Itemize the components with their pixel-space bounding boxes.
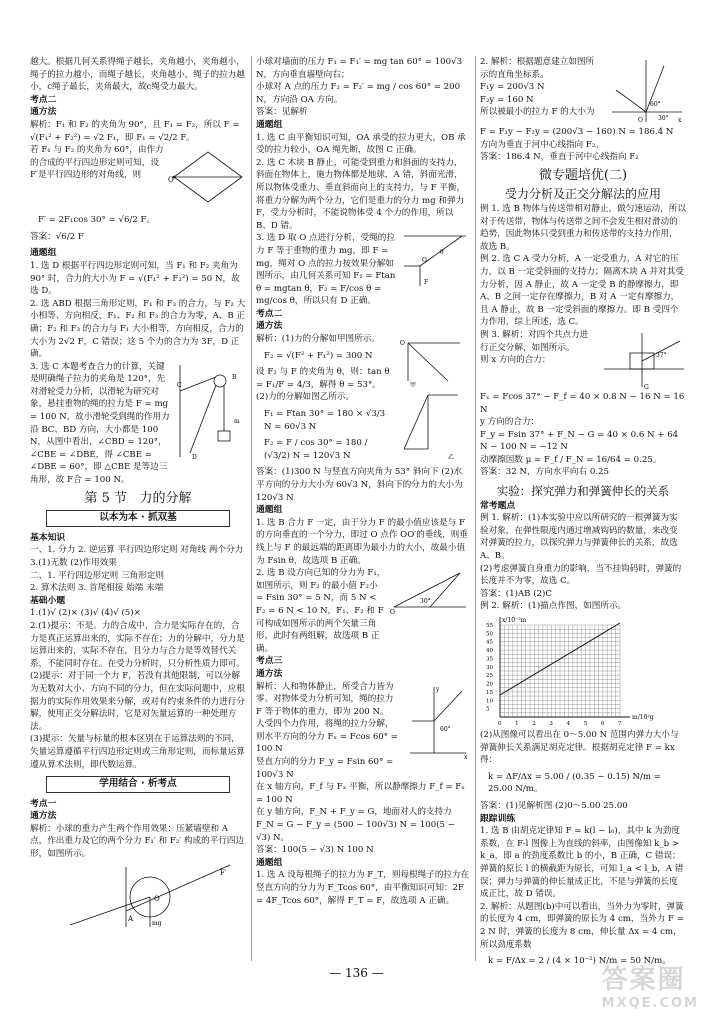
- paragraph: 一、1. 分力 2. 逆运算 平行四边形定则 对角线 两个分力 3.(1)无数 (2)作用效果: [30, 545, 244, 568]
- paragraph: 竖直方向的分力 F_y = Fsin 60° = 100√3 N: [256, 757, 394, 780]
- paragraph: 小球对墙面的压力 F₁ = F₁′ = mg tan 60° = 100√3 N，方向垂直墙壁向右；: [256, 57, 463, 80]
- paragraph: 例 1. 选 B 物体与传送带相对静止，做匀速运动，所以对于传送带，物体与传送带之间不会发生相对滑动的趋势，因此物体只受到重力和传送带的支持力作用，故选 B。: [480, 203, 686, 252]
- figure-coordinate-forces: [606, 56, 686, 126]
- paragraph: 小球对 A 点的压力 F₂ = F₂′ = mg / cos 60° = 200 N，方向沿 OA 方向。: [256, 82, 461, 105]
- graph-ytick: 25: [486, 673, 493, 680]
- svg-text:D: D: [192, 453, 197, 461]
- paragraph: 二、1. 平行四边形定则 三角形定则: [30, 570, 164, 581]
- paragraph: 1. 选 C 由平衡知识可知，OA 承受的拉力更大，OB 承受的拉力较小，OA 绳先断，故图 C 正确。: [256, 132, 466, 156]
- graph-ytick: 55: [486, 623, 493, 629]
- figure-triangle-30: [390, 567, 470, 655]
- graph-ytick: 40: [486, 648, 493, 655]
- answer: 答案：(1)300 N 与竖直方向夹角为 53° 斜向下 (2)水平方向的分力大小为 60√3 N，斜向下的分力的大小为 120√3 N: [256, 467, 463, 503]
- answer: 答案：√6/2 F: [30, 231, 84, 242]
- svg-text:G: G: [644, 383, 649, 391]
- graph-xtick: 3: [549, 721, 553, 727]
- svg-text:乙: 乙: [448, 454, 455, 462]
- banner-heading: 以本为本 · 抓双基: [46, 510, 230, 527]
- svg-text:A: A: [128, 914, 134, 923]
- paragraph: 2. 解析：根据题意建立如图所示的直角坐标系。: [480, 57, 595, 80]
- paragraph: 所以被最小的拉力 F 的大小为: [480, 107, 595, 118]
- figure-force-rhombus: [168, 144, 246, 210]
- equation: F₁y = 200√3 N: [480, 82, 545, 93]
- paragraph: 解析：F₁ 和 F₂ 的夹角为 90°，且 F₁ = F₂，所以 F = √(F₁² + F₂²) = √2 F₁，即 F₁ = √2/2 F。: [30, 119, 240, 143]
- paragraph: 则 x 方向的合力：: [480, 355, 551, 366]
- graph-ytick: 10: [486, 698, 493, 705]
- paragraph: 解析：小球的重力产生两个作用效果：压紧墙壁和 A 点，作出重力及它的两个分力 F₁′ 和 F₂′ 构成的平行四边形，如图所示。: [30, 823, 245, 860]
- heading-tongfangfa: 通方法: [30, 107, 57, 118]
- paragraph: 例 2. 解析：(1)描点作图，如图所示。: [480, 601, 627, 612]
- graph-ytick: 5: [486, 706, 490, 713]
- watermark-main: 答案圈: [601, 965, 686, 995]
- svg-text:F′: F′: [220, 868, 227, 877]
- figure-jia: [398, 333, 470, 389]
- svg-text:37°: 37°: [656, 351, 667, 359]
- paragraph: (3)提示：矢量与标量的根本区别在于运算法则的不同，矢量运算遵循平行四边形定则或三角形定则，而标量运算遵从算术法则，即代数运算。: [30, 734, 245, 770]
- graph-xlabel: m/10²g: [632, 714, 654, 721]
- svg-text:O: O: [154, 894, 160, 903]
- paragraph: 越大。根据几何关系得绳子越长，夹角越小，夹角越小，绳子的拉力越小，而绳子越长，夹角越小，绳子的拉力越小，c绳子最长，夹角最大，故c绳受力最大。: [30, 57, 245, 93]
- watermark-sub: MXQE.COM: [601, 996, 699, 1011]
- svg-text:30°: 30°: [658, 115, 669, 122]
- column-middle: [256, 56, 470, 907]
- figure-block-forces: [600, 329, 686, 391]
- heading-kaodian: 考点一: [30, 798, 57, 809]
- answer: 答案：(1)见解析图 (2)0～5.00 25.00: [480, 800, 628, 811]
- paragraph: 1. 选 B 合力 F 一定，由于分力 F 的最小值应该是与 F 的方向垂直的一个分力，即过 O 点作 OO′的垂线，则垂线上与 F 的最远端的距离即为最小力的大小，故最小值为 Fsin θ，故选项 B 正确。: [256, 517, 468, 566]
- figure-decomposition: [400, 232, 470, 308]
- svg-text:C: C: [177, 381, 182, 389]
- svg-text:m: m: [234, 417, 240, 425]
- section-title: 力的分解: [139, 490, 192, 506]
- svg-text:O: O: [390, 609, 395, 616]
- figure-person-rope: [404, 681, 470, 782]
- equation: F = F₁y − F₂y = (200√3 − 160) N = 186.4 N: [480, 127, 674, 137]
- graph-ylabel: x/10⁻²m: [502, 617, 527, 624]
- equation: F₂ = F / cos 30° = 180 / (√3/2) N = 120√3 N: [264, 438, 368, 461]
- equation: F_y = Fsin 37° + F_N − G = 40 × 0.6 N + 64 N − 100 N = −12 N: [480, 429, 679, 453]
- svg-text:60°: 60°: [650, 101, 661, 108]
- paragraph: 若 F₁ 与 F₂ 的夹角为 60°，由作力的合成的平行四边形定则可知，设 F′是平行四边形的对角线，则: [30, 145, 164, 181]
- heading-tongfangfa: 通方法: [256, 321, 283, 332]
- graph-xtick: 1: [515, 721, 519, 727]
- equation: F₂ = √(F² + F₁²) = 300 N: [264, 350, 373, 361]
- graph-ytick: 20: [486, 681, 493, 688]
- paragraph: 1. 选 A 设每根绳子的拉力为 F_T，则每根绳子的拉力在竖直方向的分力为 F_Tcos 60°，由平衡知识可知：2F = 4F_Tcos 60°，解得 F_T = F，故选项 A 正确。: [256, 870, 470, 906]
- svg-text:θ: θ: [440, 249, 444, 257]
- paragraph: 例 1. 解析：(1)本实验中应以所研究的一根弹簧为实验对象，在弹性限度内通过增减钩码的数量，来改变对弹簧的拉力，以探究弹力与弹簧伸长的关系，故选 A、B。: [480, 513, 678, 562]
- column-left: [30, 56, 246, 931]
- figure-pulley: [176, 361, 246, 487]
- svg-text:60°: 60°: [440, 725, 451, 733]
- answer: 答案：186.4 N，垂直于河中心线指向 F₂: [480, 152, 639, 163]
- paragraph: (2)提示：对于同一个力 F，若没有其他限制，可以分解为无数对大小、方向不同的分力，但在实际问题中，应根据力的实际作用效果来分解，或对有约束条件的力进行分解，使用正交分解法时，它是对矢量运算的一种处理方法。: [30, 671, 245, 732]
- svg-text:甲: 甲: [410, 382, 417, 390]
- graph-xtick: 2: [532, 721, 536, 727]
- paragraph: 2.(1)提示：不是。力的合成中，合力是实际存在的，合力是真正运算出来的，实际不存在；力的分解中，分力是运算出来的，实际不存在，且分力与合力是等效替代关系，不能同时存在。在受力分析时，只分析性质力即可。: [30, 620, 245, 669]
- graph-ytick: 35: [486, 656, 493, 663]
- answer: 答案：见解析: [256, 107, 308, 118]
- paragraph: 在 x 轴方向，F_f 与 Fₓ 平衡，所以静摩擦力 F_f = Fₓ = 100 N: [256, 782, 465, 805]
- heading-changkaotidian: 常考题点: [480, 500, 516, 511]
- paragraph: 2. 算术法则 3. 首尾相接 始端 末端: [30, 583, 164, 594]
- graph-ytick: 50: [486, 631, 493, 638]
- heading-tongtizu: 通题组: [256, 857, 283, 868]
- graph-ytick: 15: [486, 689, 493, 696]
- paragraph: 1. 选 D 根据平行四边形定则可知，当 F₁ 和 F₂ 夹角为 90° 时，合力的大小为 F = √(F₁² + F₂²) = 50 N，故选 D。: [30, 260, 240, 297]
- heading-genzongxunlian: 跟踪训练: [480, 813, 516, 824]
- paragraph: 例 2. 选 C A 受力分析，A 一定受重力，A 对它的压力，以 B 一定受斜面的支持力；隔离木块 A 并对其受力分析，因 A 静止，故 A 一定受 B 的静摩擦力，即 A、B 之间一定存在摩擦力，B 对 A 一定有摩擦力，且 A 静止，故 B 一定受斜面的摩擦力。即 B 受四个力作用，综上所述，选 C。: [480, 254, 684, 328]
- graph-ytick: 45: [486, 639, 493, 646]
- equation: F₂y = 160 N: [480, 94, 534, 105]
- column-divider: [475, 56, 476, 961]
- heading-jichuxiaoti: 基础小题: [30, 595, 66, 606]
- section-heading: [30, 490, 246, 506]
- svg-text:B: B: [232, 373, 237, 381]
- watermark-logo: [602, 959, 699, 1011]
- paragraph: 在 y 轴方向，F_N + F_y = G，地面对人的支持力 F_N = G − F_y = (500 − 100√3) N = 100(5 − √3) N。: [256, 807, 455, 843]
- svg-text:x: x: [678, 117, 682, 124]
- paragraph: 设 F₂ 与 F 的夹角为 θ，则：tan θ = F₁/F = 4/3，解得 θ = 53°。: [256, 367, 390, 390]
- answer: 答案：32 N，方向水平向右 0.25: [480, 467, 609, 478]
- heading-tongtizu: 通题组: [256, 119, 283, 130]
- paragraph: 2. 解析：从题图(b)中可以看出，当外力为零时，弹簧的长度为 4 cm，即弹簧的原长为 4 cm，当外力 F = 2 N 时，弹簧的长度为 8 cm，伸长量 Δx = 4 cm，所以劲度系数: [480, 901, 684, 950]
- lab-title: 实验：探究弹力和弹簧伸长的关系: [496, 484, 670, 499]
- equation: F′ = 2F₁cos 30° = √6/2 F。: [38, 215, 156, 226]
- svg-text:mg: mg: [152, 919, 162, 927]
- graph-xtick: 5: [583, 721, 588, 727]
- section-number: 第 5 节: [84, 490, 128, 506]
- topic-title: 微专题培优(二): [538, 167, 628, 183]
- heading-kaodian: 考点二: [30, 94, 57, 105]
- equation: F₁ = Ftan 30° = 180 × √3/3 N = 60√3 N: [264, 409, 386, 432]
- heading-tongtizu: 通题组: [256, 505, 283, 516]
- paragraph: 解析：人和物体静止，所受合力皆为零。对物体受力分析可知，绳的拉力 F 等于物体的重力，即为 200 N。: [256, 681, 394, 717]
- heading-tongtizu: 通题组: [30, 248, 57, 259]
- heading-kaodian: 考点三: [256, 656, 283, 667]
- graph-ytick: 30: [486, 664, 493, 671]
- equation: k = ΔF/Δx = 5.00 / (0.35 − 0.15) N/m = 25.00 N/m。: [488, 771, 662, 795]
- banner-heading: 学用结合 · 析考点: [46, 776, 230, 793]
- figure-spring-graph: [480, 613, 686, 729]
- answer: 答案：(1)AB (2)C: [480, 588, 552, 599]
- heading-tongfangfa: 通方法: [30, 811, 57, 822]
- paragraph: 3. 选 C 本题考查合力的计算，关键是明确绳子拉力的夹角是 120°，先对滑轮受力分析，以滑轮为研究对象，悬挂重物的绳的拉力是 F = mg = 100 N，故小滑轮受到绳的作用力沿 BC、BD 方向，大小都是 100 N，从图中看出，∠CBD = 120°，∠CBE = ∠DBE，得 ∠CBE = ∠DBE = 60°，即 △CBE 是等边三角形，故 F合 = 100 N。: [30, 361, 170, 486]
- page-number: — 136 —: [329, 966, 384, 980]
- equation: Fₓ = Fcos 37° − F_f = 40 × 0.8 N − 16 N = 16 N: [480, 391, 685, 415]
- graph-xtick: 4: [566, 721, 571, 727]
- equation: k = F/Δx = 2 / (4 × 10⁻²) N/m = 50 N/m。: [488, 956, 671, 967]
- svg-text:O: O: [168, 176, 174, 185]
- heading-jibenzhishi: 基本知识: [30, 532, 66, 543]
- column-divider: [251, 56, 252, 961]
- paragraph: y 方向的合力：: [480, 417, 540, 428]
- paragraph: (2)从图像可以看出在 0～5.00 N 范围内弹力大小与弹簧伸长关系满足胡克定律。根据胡克定律 F = kx 得：: [480, 730, 679, 766]
- answer: 答案：100(5 − √3) N 100 N: [256, 845, 374, 856]
- paragraph: 例 3. 解析：对四个共点力进行正交分解，如图所示。: [480, 329, 589, 353]
- figure-ball-wall: [30, 861, 246, 931]
- figure-yi: [398, 389, 470, 463]
- graph-xtick: 6: [600, 721, 605, 727]
- paragraph: 1.(1)√ (2)× (3)√ (4)√ (5)×: [30, 608, 141, 619]
- paragraph: 解析：(1)力的分解如甲图所示。: [256, 334, 380, 345]
- graph-xtick: 0: [498, 721, 502, 727]
- paragraph: (2)力的分解如图乙所示。: [256, 392, 355, 403]
- paragraph: 3. 选 D 取 O 点进行分析，受绳的拉力 F 等于重物的重力 mg，即 F = mg，绳对 O 点的拉力按效果分解如图所示，由几何关系可知 F₁ = Ftan θ = mgtan θ，F₂ = F/cos θ = mg/cos θ，所以只有 D 正确。: [256, 233, 396, 307]
- paragraph: 人受四个力作用，将绳的拉力分解，则水平方向的分力 Fₓ = Fcos 60° = 100 N: [256, 719, 399, 755]
- paragraph: 2. 选 ABD 根据三角形定则，F₁ 和 F₃ 的合力，与 F₂ 大小相等、方向相反，F₁、F₂ 和 F₃ 的合力为零，A、B 正确；F₂ 和 F₃ 的合力与 F₁ 大小相等，方向相反，合力的大小为 2√2 F，C 错误；这 5 个力的合力为 3F，D 正确。: [30, 298, 246, 360]
- topic-subtitle: 受力分析及正交分解法的应用: [504, 187, 661, 202]
- svg-text:30°: 30°: [420, 598, 431, 606]
- paragraph: 方向为垂直于河中心线指向 F₂。: [480, 139, 604, 150]
- svg-text:O: O: [400, 340, 405, 348]
- svg-text:F: F: [424, 279, 429, 287]
- heading-kaodian: 考点二: [256, 308, 283, 319]
- svg-text:O: O: [422, 257, 427, 265]
- column-right: [480, 56, 686, 972]
- paragraph: (2)考虑弹簧自身重力的影响，当不挂钩码时，弹簧的长度并不为零，故选 C。: [480, 563, 682, 587]
- heading-tongfangfa: 通方法: [256, 668, 283, 679]
- paragraph: 2. 选 B 设方向已知的分力为 F₁，如图所示，则 F₂ 的最小值 F₂小 = Fsin 30° = 5 N，而 5 N < F₂ = 6 N < 10 N，F₁、F₂ 和 F 可构成如图所示的两个矢量三角形，此时有两组解，故选项 B 正确。: [256, 568, 386, 654]
- paragraph: 2. 选 C 木块 B 静止，可能受到重力和斜面的支持力，斜面在物体上，施力物体都是地球，A 错，斜面光滑，所以物体受重力、垂直斜面向上的支持力，与 F 平衡，将重力分解为两个分力，它们是重力的分力 mg 和弹力 F，受力分析时，不能说物体受 4 个力的作用，所以 B、D 错。: [256, 157, 466, 231]
- svg-text:x: x: [464, 753, 468, 761]
- equation: 动摩擦因数 μ = F_f / F_N = 16/64 = 0.25。: [480, 454, 662, 465]
- svg-text:O: O: [638, 117, 643, 124]
- paragraph: 1. 选 B 由胡克定律知 F = k(l − l₀)，其中 k 为劲度系数，在 F-l 图像上为直线的斜率，由图像知 k_b > k_a，即 a 的劲度系数比 b 的小，B 正确，C 错误；弹簧的原长 l 的横截距为原长，可知 l_a < l_b，A 错误；弹力与弹簧的伸长量成正比，不是与弹簧的长度成正比，故 D 错误。: [480, 826, 684, 900]
- svg-text:y: y: [436, 685, 440, 693]
- graph-xtick: 7: [618, 721, 622, 727]
